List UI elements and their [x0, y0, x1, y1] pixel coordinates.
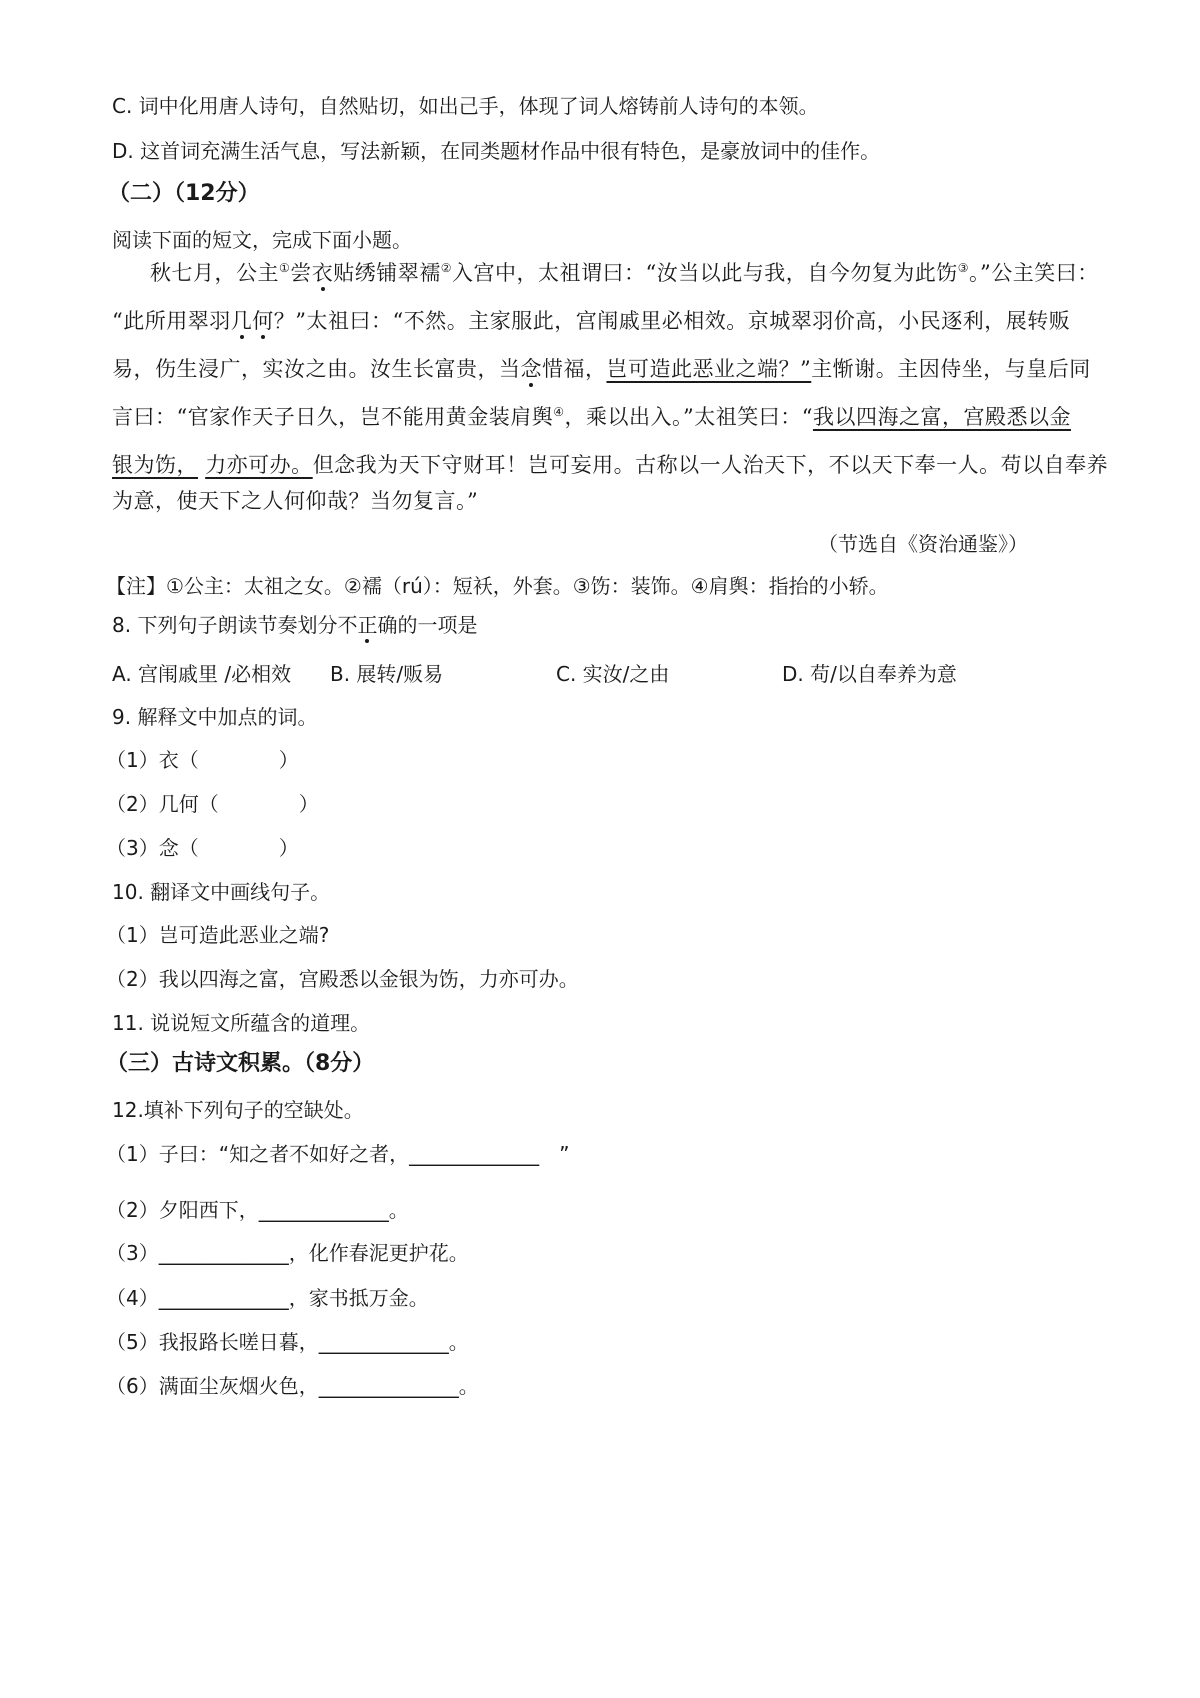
dotted-word-ji: 几 [230, 309, 253, 333]
passage-notes: 【注】①公主：太祖之女。②襦（rú）：短袄，外套。③饬：装饰。④肩舆：指抬的小轿。 [106, 574, 889, 598]
q12-item-4: （4）_____________，家书抵万金。 [106, 1286, 429, 1310]
dotted-word-nian: 念 [520, 357, 542, 381]
passage-line-1: 秋七月，公主①尝衣贴绣铺翠襦②入宫中，太祖谓曰：“汝当以此与我，自今勿复为此饬③。”公主笑曰： [150, 261, 1099, 285]
underlined-sentence-2b: 银为饬， [112, 453, 198, 477]
q9-item-2: （2）几何（ ） [106, 792, 319, 816]
q10-item-1: （1）岂可造此恶业之端? [106, 923, 330, 947]
section2-heading: （二）（12分） [108, 181, 260, 206]
passage-line-3: 易，伤生浸广，实汝之由。汝生长富贵，当念惜福，岂可造此恶业之端？”主惭谢。主因侍坐，与皇后同 [112, 357, 1091, 381]
q12-item-6: （6）满面尘灰烟火色，______________。 [106, 1374, 479, 1398]
question-9: 9. 解释文中加点的词。 [112, 705, 318, 729]
q8-option-d: D. 苟/以自奉养为意 [782, 662, 957, 686]
classical-passage [112, 258, 1109, 518]
section2-intro: 阅读下面的短文，完成下面小题。 [112, 228, 412, 252]
q12-item-1: （1）子曰：“知之者不如好之者，_____________ ” [106, 1142, 570, 1166]
q12-item-5: （5）我报路长嗟日暮，_____________。 [106, 1330, 469, 1354]
q12-item-3: （3）_____________，化作春泥更护花。 [106, 1241, 469, 1265]
question-12: 12.填补下列句子的空缺处。 [112, 1098, 364, 1122]
q8-option-a: A. 宫闱戚里 /必相效 [112, 662, 292, 686]
dotted-word-he: 何 [252, 309, 274, 333]
option-d: D. 这首词充满生活气息，写法新颖，在同类题材作品中很有特色，是豪放词中的佳作。 [112, 139, 881, 163]
passage-line-2: “此所用翠羽几何？”太祖曰：“不然。主家服此，宫闱戚里必相效。京城翠羽价高，小民逐利，展转贩 [112, 309, 1071, 333]
dotted-word-yi: 衣 [311, 261, 334, 285]
passage-line-4: 言曰：“官家作天子日久，岂不能用黄金装肩舆④，乘以出入。”太祖笑曰：“我以四海之富，宫殿悉以金 [112, 405, 1071, 429]
underlined-sentence-2c: 力亦可办。 [205, 453, 313, 477]
q9-item-1: （1）衣（ ） [106, 748, 299, 772]
section3-heading: （三）古诗文积累。（8分） [106, 1051, 375, 1076]
question-10: 10. 翻译文中画线句子。 [112, 880, 331, 904]
passage-line-6: 为意，使天下之人何仰哉？当勿复言。” [112, 489, 479, 513]
underlined-sentence-1: 岂可造此恶业之端？” [606, 357, 812, 381]
q9-item-3: （3）念（ ） [106, 836, 299, 860]
passage-line-5: 银为饬， 力亦可办。但念我为天下守财耳！岂可妄用。古称以一人治天下，不以天下奉一人。苟以自奉养 [112, 453, 1109, 477]
question-8: 8. 下列句子朗读节奏划分不正确的一项是 [112, 613, 478, 637]
option-c: C. 词中化用唐人诗句，自然贴切，如出己手，体现了词人熔铸前人诗句的本领。 [112, 94, 819, 118]
underlined-sentence-2a: 我以四海之富，宫殿悉以金 [812, 405, 1071, 429]
question-11: 11. 说说短文所蕴含的道理。 [112, 1011, 371, 1035]
q10-item-2: （2）我以四海之富，宫殿悉以金银为饬，力亦可办。 [106, 967, 579, 991]
q12-item-2: （2）夕阳西下，_____________。 [106, 1198, 409, 1222]
q8-option-b: B. 展转/贩易 [330, 662, 444, 686]
passage-source: （节选自《资治通鉴》） [818, 532, 1028, 556]
question-8-options [112, 660, 1092, 690]
q8-option-c: C. 实汝/之由 [556, 662, 670, 686]
